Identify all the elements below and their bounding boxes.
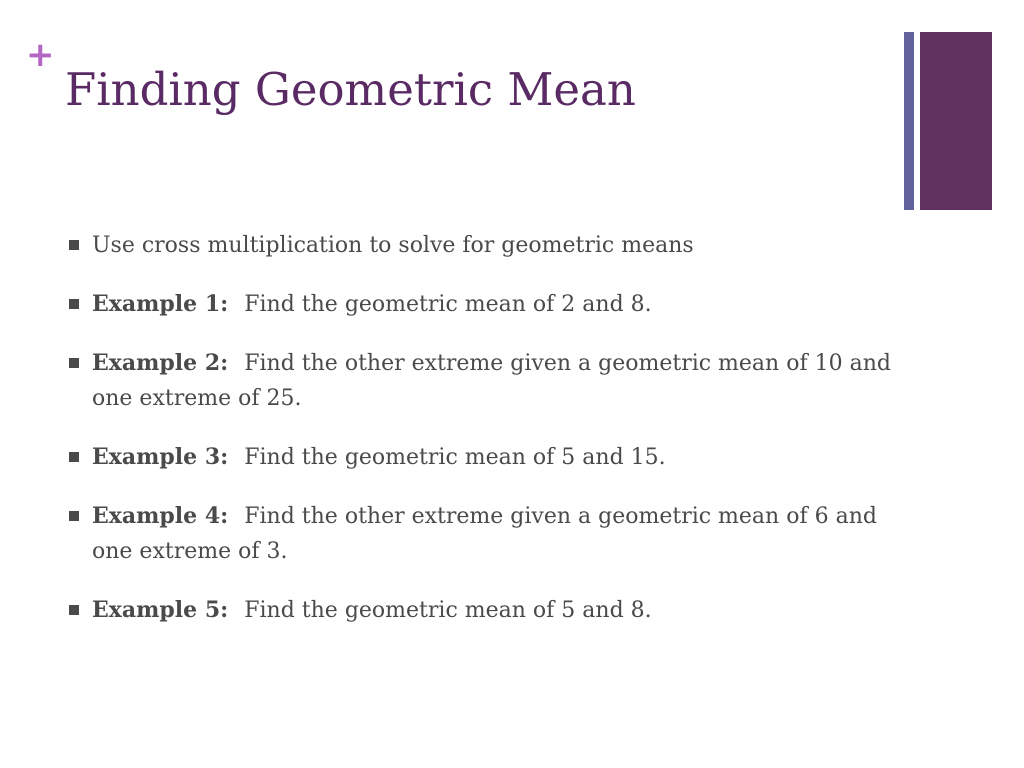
- square-bullet-icon: [69, 511, 79, 521]
- square-bullet-icon: [69, 240, 79, 250]
- slide-title: Finding Geometric Mean: [65, 63, 636, 116]
- square-bullet-icon: [69, 358, 79, 368]
- bullet-text: Find the geometric mean of 5 and 15.: [244, 445, 666, 470]
- bullet-text: Find the geometric mean of 5 and 8.: [244, 598, 652, 623]
- square-bullet-icon: [69, 299, 79, 309]
- bullet-label: Example 1:: [92, 291, 229, 317]
- square-bullet-icon: [69, 605, 79, 615]
- bullet-item-example-2: [68, 346, 898, 416]
- bullet-label: Example 2:: [92, 350, 229, 376]
- bullet-label: Example 3:: [92, 444, 229, 470]
- bullet-item-intro: [68, 228, 898, 263]
- bullet-label: Example 4:: [92, 503, 229, 529]
- bullet-item-example-5: [68, 593, 898, 628]
- bullet-item-example-1: [68, 287, 898, 322]
- decorative-bar-thin: [904, 32, 914, 210]
- bullet-label: Example 5:: [92, 597, 229, 623]
- plus-icon: +: [26, 35, 55, 75]
- bullet-text: Find the other extreme given a geometric mean of 6 and one extreme of 3.: [92, 504, 877, 564]
- square-bullet-icon: [69, 452, 79, 462]
- decorative-bar-thick: [920, 32, 992, 210]
- bullet-text: Find the other extreme given a geometric mean of 10 and one extreme of 25.: [92, 351, 891, 411]
- bullet-text: Use cross multiplication to solve for geometric means: [92, 233, 694, 258]
- bullet-text: Find the geometric mean of 2 and 8.: [244, 292, 652, 317]
- bullet-list: [68, 228, 898, 652]
- bullet-item-example-4: [68, 499, 898, 569]
- bullet-item-example-3: [68, 440, 898, 475]
